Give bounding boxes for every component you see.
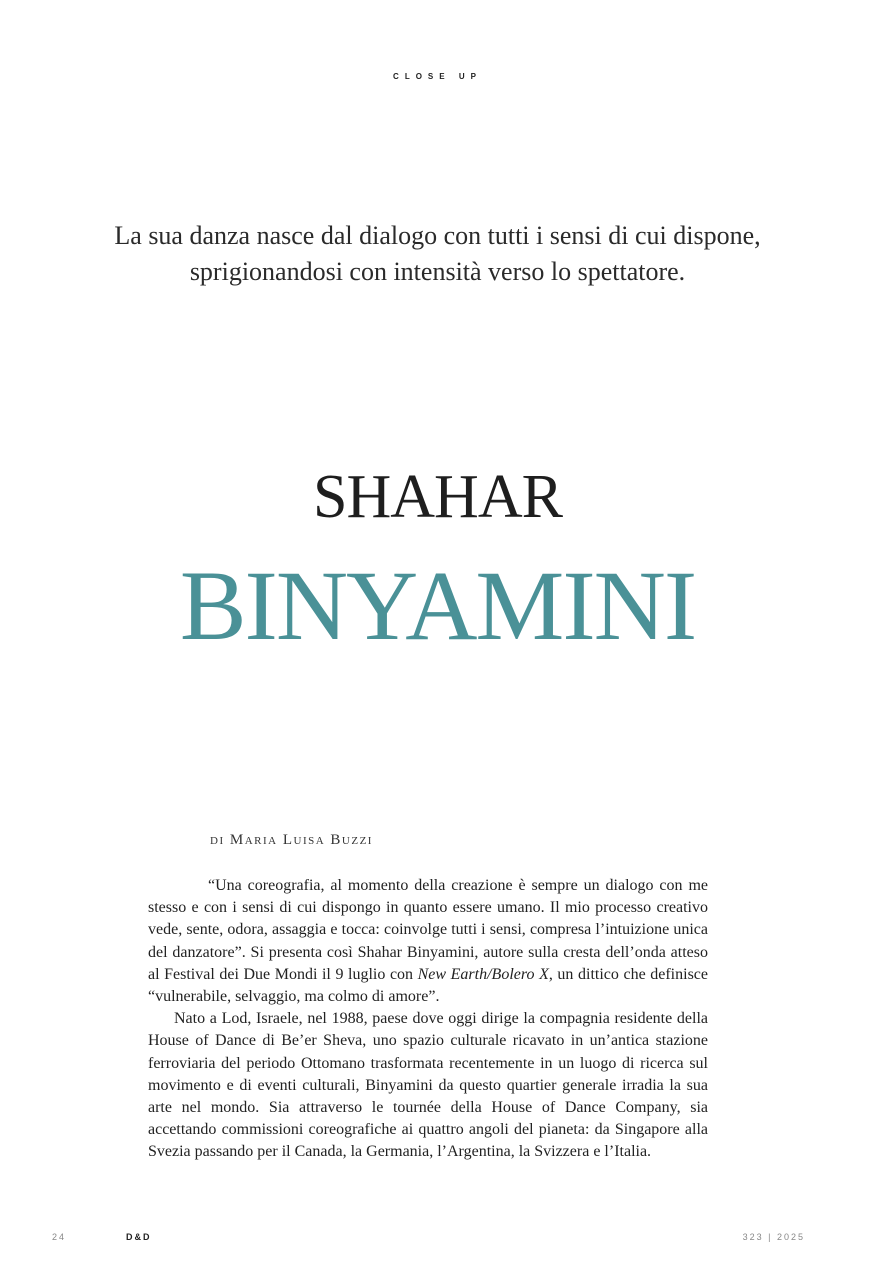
article-body xyxy=(148,875,708,1164)
byline: di Maria Luisa Buzzi xyxy=(210,832,373,848)
magazine-brand: D&D xyxy=(126,1232,152,1242)
paragraph-1 xyxy=(148,875,708,1008)
standfirst xyxy=(90,218,785,290)
title-first-name: SHAHAR xyxy=(313,462,562,531)
standfirst-line-1: La sua danza nasce dal dialogo con tutti i sensi di cui dispone, xyxy=(114,221,761,250)
paragraph-1-end: , un dittico che definisce “vulnerabile, selvaggio, ma colmo di amore”. xyxy=(148,965,708,1006)
paragraph-1-start: “Una coreografia, al momento della creazione è sempre un dialogo con me stesso e con i sensi di cui dispongo in quanto essere umano. Il mio processo creativo vede, sente, odora, assaggia e tocca: coinvolge tutti i sensi, compresa l’intuizione unica del danzatore”. Si presenta così Shahar Binyamini, autore sulla cresta dell’onda atteso al Festival dei Due Mondi il 9 luglio con xyxy=(148,877,708,983)
title-last-name: BINYAMINI xyxy=(179,550,696,661)
standfirst-line-2: sprigionandosi con intensità verso lo spettatore. xyxy=(189,257,686,286)
section-label: CLOSE UP xyxy=(393,72,482,81)
work-title: New Earth/Bolero X xyxy=(417,965,549,983)
issue-info: 323 | 2025 xyxy=(742,1232,805,1242)
page-number: 24 xyxy=(52,1232,67,1242)
paragraph-2: Nato a Lod, Israele, nel 1988, paese dove oggi dirige la compagnia residente della House of Dance di Be’er Sheva, uno spazio culturale ricavato in un’antica stazione ferroviaria del periodo Ottomano trasformata recentemente in un luogo di ricerca sul movimento e di eventi culturali, Binyamini da questo quartier generale irradia la sua arte nel mondo. Sia attraverso le tournée della House of Dance Company, sia accettando commissioni coreografiche ai quattro angoli del pianeta: da Singapore alla Svezia passando per il Canada, la Germania, l’Argentina, la Svizzera e l’Italia. xyxy=(148,1010,708,1161)
